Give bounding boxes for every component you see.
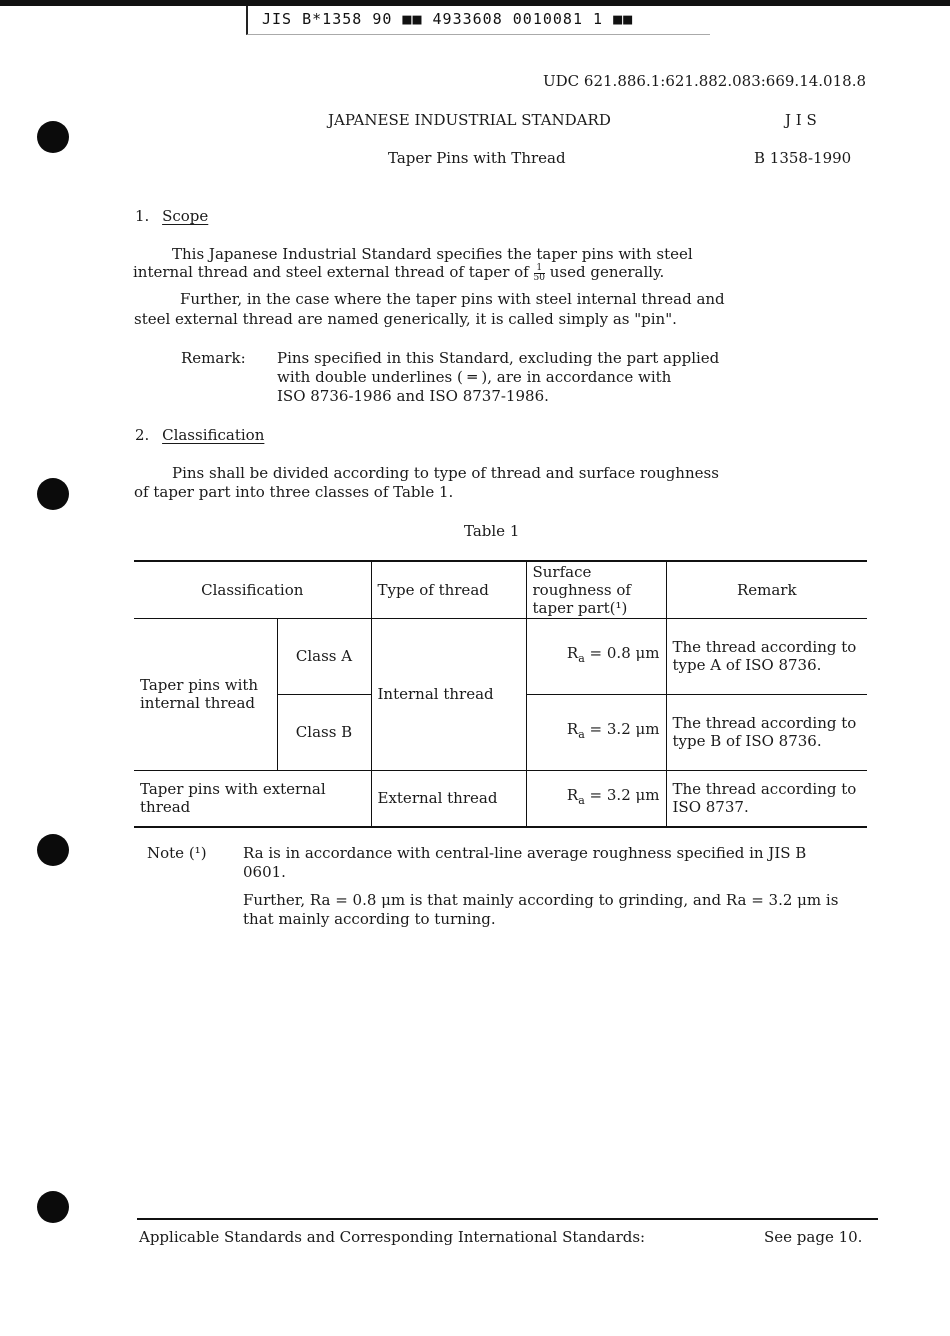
ra-symbol: R	[566, 644, 579, 662]
scope-line-1: This Japanese Industrial Standard specifies the taper pins with steel	[172, 245, 693, 263]
header-remark: Remark	[666, 561, 867, 618]
section-number: 2.	[135, 426, 150, 444]
ra-subscript: a	[578, 794, 585, 808]
scope-line-3: Further, in the case where the taper pins with steel internal thread and	[180, 290, 725, 308]
classification-line-2: of taper part into three classes of Table 1.	[134, 483, 454, 501]
header-type: Type of thread	[371, 561, 526, 618]
classification-line-1: Pins shall be divided according to type of thread and surface roughness	[172, 464, 719, 482]
page-title: Taper Pins with Thread	[388, 149, 566, 167]
header-surface: Surface roughness of taper part(¹)	[526, 561, 666, 618]
ra-value: 3.2 μm	[606, 720, 660, 738]
footer-text: Applicable Standards and Corresponding International Standards:	[139, 1228, 646, 1246]
scope-line-2	[133, 263, 664, 283]
note-line-1: Ra is in accordance with central-line average roughness specified in JIS B 0601.	[243, 844, 807, 881]
table-header-row	[134, 561, 867, 618]
section-title: Classification	[162, 426, 265, 444]
roughness-cell: $R_a = 3.2$ μm	[526, 694, 666, 770]
scope-text: internal thread and steel external thread of taper of	[133, 263, 529, 281]
table-row	[134, 770, 867, 827]
remark-label: Remark:	[181, 349, 246, 367]
punch-hole-icon	[37, 834, 69, 866]
ra-symbol: R	[566, 786, 579, 805]
thread-type-cell: Internal thread	[371, 618, 526, 770]
standard-code: B 1358-1990	[754, 149, 852, 167]
section-title: Scope	[162, 207, 209, 225]
note-label: Note (¹)	[147, 844, 207, 862]
barcode-line: JIS B*1358 90 ■■ 4933608 0010081 1 ■■	[262, 10, 634, 28]
footer-rule	[137, 1218, 878, 1220]
fraction-denominator: 50	[533, 272, 545, 283]
section-2-heading	[135, 426, 264, 444]
classification-table	[134, 560, 867, 828]
punch-hole-icon	[37, 1191, 69, 1223]
fraction-numerator: 1	[534, 264, 545, 274]
remark-cell: The thread according to ISO 8737.	[666, 770, 867, 827]
ra-value: 0.8 μm	[606, 644, 660, 662]
class-cell: Class A	[277, 618, 371, 694]
ra-subscript: a	[578, 652, 585, 665]
group-label: Taper pins with internal thread	[134, 618, 277, 770]
scope-line-4: steel external thread are named generically, it is called simply as "pin".	[134, 310, 677, 328]
table-row	[134, 618, 867, 694]
udc-code: UDC 621.886.1:621.882.083:669.14.018.8	[543, 72, 866, 90]
ra-symbol: R	[566, 720, 579, 738]
roughness-cell: $R_a = 3.2$ μm	[526, 770, 666, 827]
group-label: Taper pins with external thread	[134, 770, 371, 827]
ra-subscript: a	[578, 728, 585, 741]
ra-value: 3.2 μm	[606, 786, 660, 805]
section-1-heading	[135, 207, 208, 225]
roughness-cell: $R_a = 0.8$ μm	[526, 618, 666, 694]
standard-name: JAPANESE INDUSTRIAL STANDARD	[328, 111, 611, 129]
scope-text: used generally.	[549, 263, 665, 281]
punch-hole-icon	[37, 478, 69, 510]
taper-fraction	[534, 264, 545, 283]
remark-line-2: with double underlines ( ═ ), are in accordance with	[277, 368, 672, 386]
note-line-2: Further, Ra = 0.8 μm is that mainly according to grinding, and Ra = 3.2 μm is that mainly according to turning.	[243, 891, 839, 928]
remark-line-1: Pins specified in this Standard, excluding the part applied	[277, 349, 720, 367]
footer-page-ref: See page 10.	[764, 1228, 863, 1246]
header-classification: Classification	[134, 561, 371, 618]
remark-cell: The thread according to type B of ISO 8736.	[666, 694, 867, 770]
thread-type-cell: External thread	[371, 770, 526, 827]
class-cell: Class B	[277, 694, 371, 770]
section-number: 1.	[135, 207, 150, 225]
remark-line-3: ISO 8736-1986 and ISO 8737-1986.	[277, 387, 549, 405]
punch-hole-icon	[37, 121, 69, 153]
jis-mark: J I S	[785, 111, 817, 129]
table-caption: Table 1	[464, 522, 520, 540]
remark-cell: The thread according to type A of ISO 8736.	[666, 618, 867, 694]
